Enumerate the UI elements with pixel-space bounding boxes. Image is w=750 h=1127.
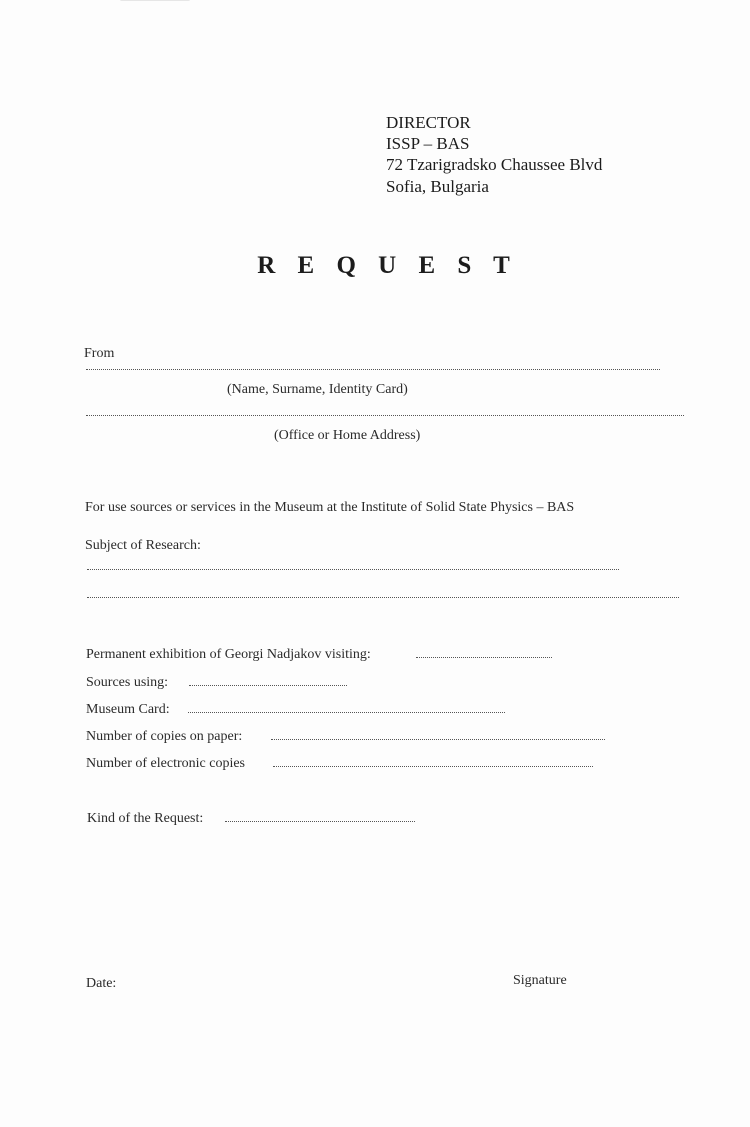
exhibition-fill-line[interactable] — [416, 657, 552, 658]
sources-fill-line[interactable] — [189, 685, 347, 686]
recipient-organization: ISSP – BAS — [386, 134, 470, 153]
recipient-title: DIRECTOR — [386, 113, 471, 132]
electronic-copies-fill-line[interactable] — [273, 766, 593, 767]
name-caption: (Name, Surname, Identity Card) — [227, 382, 408, 397]
subject-label: Subject of Research: — [85, 538, 201, 553]
recipient-street: 72 Tzarigradsko Chaussee Blvd — [386, 155, 603, 174]
paper-copies-label: Number of copies on paper: — [86, 729, 243, 744]
document-title: R E Q U E S T — [257, 252, 518, 279]
recipient-city: Sofia, Bulgaria — [386, 177, 489, 196]
electronic-copies-label: Number of electronic copies — [86, 756, 245, 771]
paper-copies-fill-line[interactable] — [271, 739, 605, 740]
purpose-text: For use sources or services in the Museum at the Institute of Solid State Physics – BAS — [85, 500, 575, 515]
scan-artifact — [120, 0, 190, 1]
kind-label: Kind of the Request: — [87, 811, 204, 826]
address-caption: (Office or Home Address) — [274, 428, 421, 443]
kind-fill-line[interactable] — [225, 821, 415, 822]
exhibition-label: Permanent exhibition of Georgi Nadjakov visiting: — [86, 647, 371, 662]
subject-fill-line-1[interactable] — [87, 569, 619, 570]
date-label: Date: — [86, 976, 117, 991]
museum-card-fill-line[interactable] — [188, 712, 505, 713]
name-fill-line[interactable] — [86, 369, 660, 370]
subject-fill-line-2[interactable] — [87, 597, 679, 598]
sources-label: Sources using: — [86, 675, 169, 690]
signature-label: Signature — [513, 973, 567, 988]
museum-card-label: Museum Card: — [86, 702, 170, 717]
from-label: From — [84, 346, 115, 361]
address-fill-line[interactable] — [86, 415, 684, 416]
